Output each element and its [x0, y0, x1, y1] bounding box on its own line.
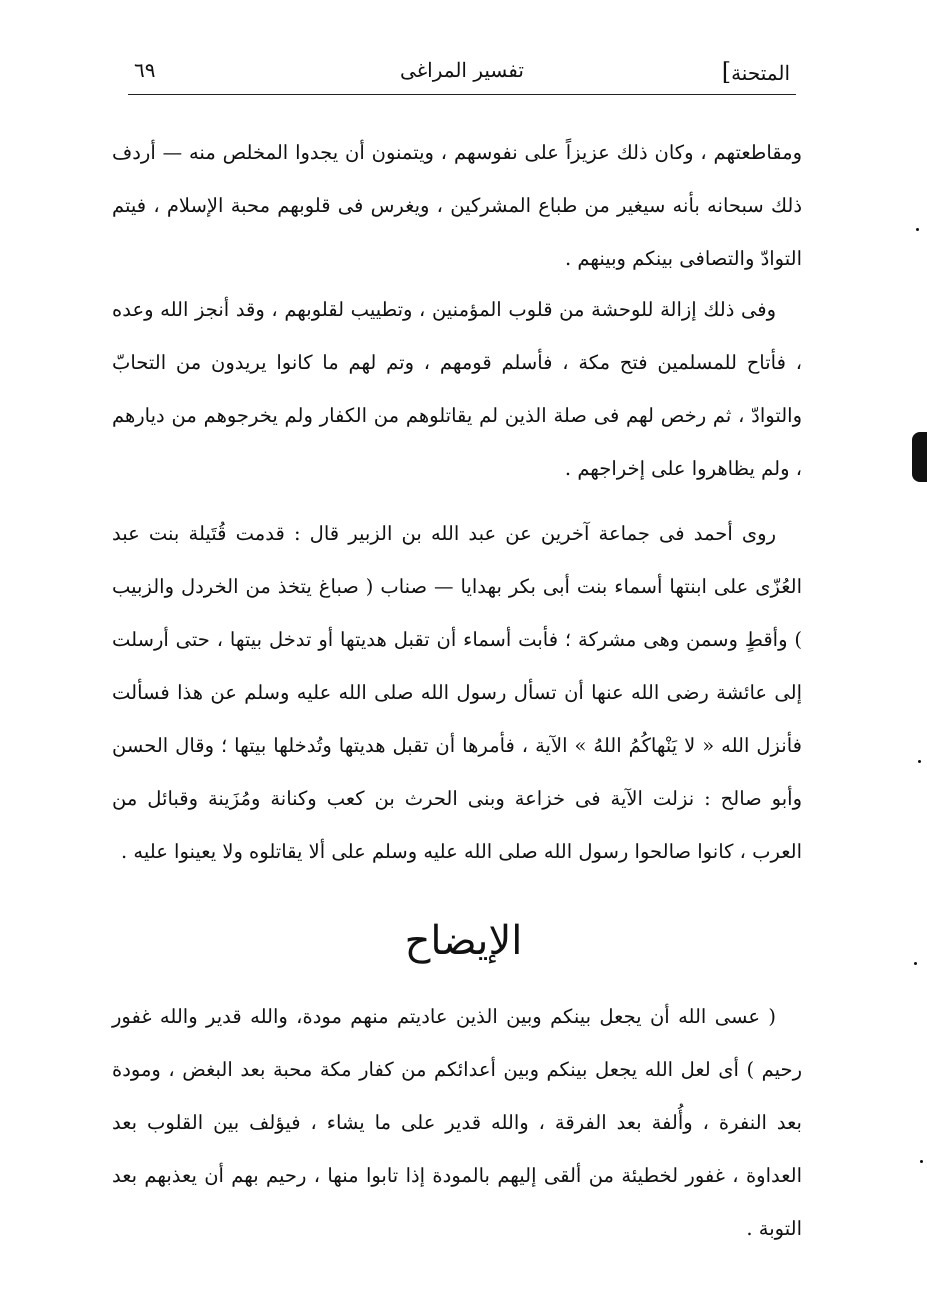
paragraph-group-middle [112, 283, 802, 890]
chapter-label: المتحنة [731, 61, 790, 85]
paragraph-group-bottom [112, 990, 802, 1267]
scan-artifact-dot [914, 962, 917, 965]
paragraph: روى أحمد فى جماعة آخرين عن عبد الله بن الزبير قال : قدمت قُتَيلة بنت عبد العُزّى على ابنتها أسماء بنت أبى بكر بهدايا — صناب ( صباغ يتخذ من الخردل والزبيب ) وأقطٍ وسمن وهى مشركة ؛ فأبت أسماء أن تقبل هديتها أو تدخل بيتها ، حتى أرسلت إلى عائشة رضى الله عنها أن تسأل رسول الله صلى الله عليه وسلم عن هذا فسألت فأنزل الله « لا يَنْهاكُمُ اللهُ » الآية ، فأمرها أن تقبل هديتها وتُدخلها بيتها ؛ وقال الحسن وأبو صالح : نزلت الآية فى خزاعة وبنى الحرث بن كعب وكنانة ومُزَينة وقبائل من العرب ، كانوا صالحوا رسول الله صلى الله عليه وسلم على ألا يقاتلوه ولا يعينوا عليه . [112, 522, 802, 863]
header-bracket: ] [721, 58, 732, 86]
scan-artifact-dot [918, 760, 921, 763]
paragraph: ( عسى الله أن يجعل بينكم وبين الذين عاديتم منهم مودة، والله قدير والله غفور رحيم ) أى لعل الله يجعل بينكم وبين أعدائكم من كفار مكة محبة بعد البغض ، ومودة بعد النفرة ، وأُلفة بعد الفرقة ، والله قدير على ما يشاء ، فيؤلف بين القلوب بعد العداوة ، غفور لخطيئة من ألقى إليهم بالمودة إذا تابوا منها ، رحيم بهم أن يعذبهم بعد التوبة . [112, 1005, 802, 1240]
paragraph-group-top [112, 126, 802, 297]
paragraph: ومقاطعتهم ، وكان ذلك عزيزاً على نفوسهم ، ويتمنون أن يجدوا المخلص منه — أردف ذلك سبحانه بأنه سيغير من طباع المشركين ، ويغرس فى قلوبهم محبة الإسلام ، فيتم التوادّ والتصافى بينكم وبينهم . [112, 141, 802, 270]
scan-artifact-mark [912, 432, 927, 482]
scan-artifact-dot [916, 228, 919, 231]
section-title: الإيضاح [404, 918, 523, 964]
running-header [128, 50, 796, 95]
paragraph: وفى ذلك إزالة للوحشة من قلوب المؤمنين ، وتطييب لقلوبهم ، وقد أنجز الله وعده ، فأتاح للمسلمين فتح مكة ، فأسلم قومهم ، وتم لهم ما كانوا يريدون من التحابّ والتوادّ ، ثم رخص لهم فى صلة الذين لم يقاتلوهم من الكفار ولم يخرجوهم من ديارهم ، ولم يظاهروا على إخراجهم . [112, 298, 802, 480]
scan-artifact-dot [920, 1160, 923, 1163]
book-title: تفسير المراغى [400, 58, 524, 82]
page-number: ٦٩ [134, 58, 156, 82]
